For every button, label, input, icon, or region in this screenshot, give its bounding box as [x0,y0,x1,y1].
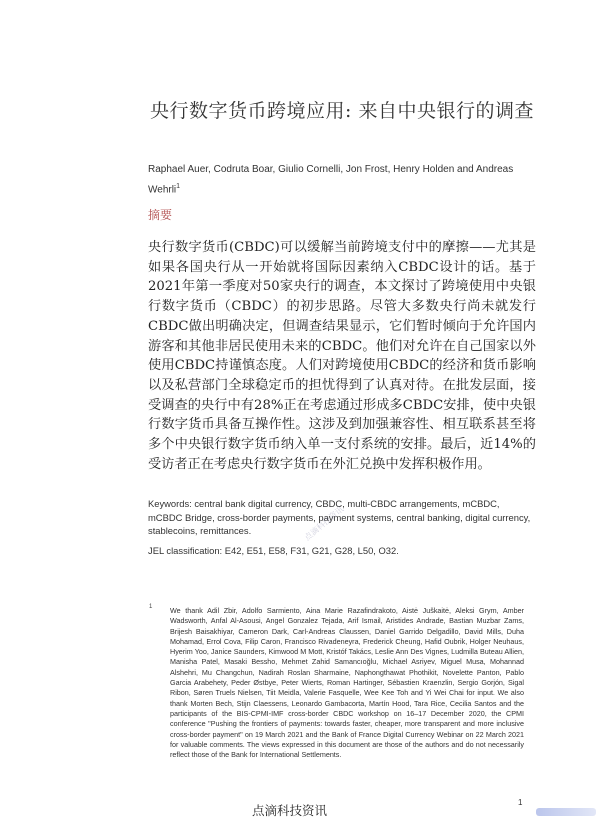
abstract-heading: 摘要 [148,208,173,222]
authors-text: Raphael Auer, Codruta Boar, Giulio Cornelli, Jon Frost, Henry Holden and Andreas Wehrli [148,164,514,196]
footnote-mark: 1 [149,604,153,610]
acknowledgements-footnote: We thank Adil Zbir, Adolfo Sarmiento, Aina Marie Razafindrakoto, Aistė Juškaitė, Aleksi Grym, Amber Wadsworth, Anfal Al-Asousi, Angel Gonzalez Tejada, Arif Ismail, Aristides Andrade, Bastian Muzbar Zams, Brijesh Baisakhiyar, Cameron Dark, Carl-Andreas Claussen, Daniel Garrido Delgadillo, David Mills, Duha Mohamad, Errol Cova, Filip Caron, Francisco Rivadeneyra, Frederick Cheung, Hafid Oubrik, Holger Neuhaus, Hyerim Yoo, Janice Saunders, Kimwood M Mott, Kristóf Takács, Leslie Ann Des Vignes, Ludmilla Buteau Allien, Manisha Patel, Masaki Bessho, Mehmet Zahid Samancıoğlu, Michael Asriyev, Miguel Musa, Mohannad Alshehri, Mu Changchun, Nadirah Roslan Sharmaine, Naphongthawat Phothikit, Novelette Panton, Pablo Garcia Arabehety, Peder Østbye, Peter Wierts, Roman Hartinger, Sébastien Kraenzlin, Sergio Gorjón, Sigal Ribon, Søren Truels Nielsen, Tiit Meidla, Valerie Fasquelle, Wee Kee Toh and Yi Wei Chai for input. We also thank Morten Bech, Stijn Claessens, Leonardo Gambacorta, Martín Hood, Tara Rice, Cecilia Santos and the participants of the BIS-CPMI-IMF cross-border CBDC workshop on 16–17 December 2020, the CPMI conference "Pushing the frontiers of payments: towards faster, cheaper, more transparent and more inclusive cross-border payment" on 19 March 2021 and the Bank of France Digital Currency Webinar on 22 March 2021 for valuable comments. The views expressed in this document are those of the authors and do not necessarily reflect those of the Bank for International Settlements. [170,606,524,760]
corner-smudge [536,808,596,816]
author-footnote-mark: 1 [176,183,181,190]
keywords: Keywords: central bank digital currency, CBDC, multi-CBDC arrangements, mCBDC, mCBDC Bridge, cross-border payments, payment systems, central banking, digital currency, stablecoins, remittances. [148,498,531,536]
author-list [148,161,528,198]
paper-title: 央行数字货币跨境应用: 来自中央银行的调查 [150,100,534,122]
faint-watermark: 点滴科技资讯 [302,504,346,543]
bottom-watermark: 点滴科技资讯 [252,803,328,818]
jel-classification: JEL classification: E42, E51, E58, F31, G21, G28, L50, O32. [148,545,399,556]
page-number: 1 [518,798,523,807]
abstract-body: 央行数字货币(CBDC)可以缓解当前跨境支付中的摩擦——尤其是如果各国央行从一开始就将国际因素纳入CBDC设计的话。基于2021年第一季度对50家央行的调查，本文探讨了跨境使用中央银行数字货币（CBDC）的初步思路。尽管大多数央行尚未就发行CBDC做出明确决定，但调查结果显示，它们暂时倾向于允许国内游客和其他非居民使用未来的CBDC。他们对允许在自己国家以外使用CBDC持谨慎态度。人们对跨境使用CBDC的经济和货币影响以及私营部门全球稳定币的担忧得到了认真对待。在批发层面，接受调查的央行中有28%正在考虑通过形成多CBDC安排，使中央银行数字货币具备互操作性。这涉及到加强兼容性、相互联系甚至将多个中央银行数字货币纳入单一支付系统的安排。最后，近14%的受访者正在考虑央行数字货币在外汇兑换中发挥积极作用。 [148,240,536,472]
